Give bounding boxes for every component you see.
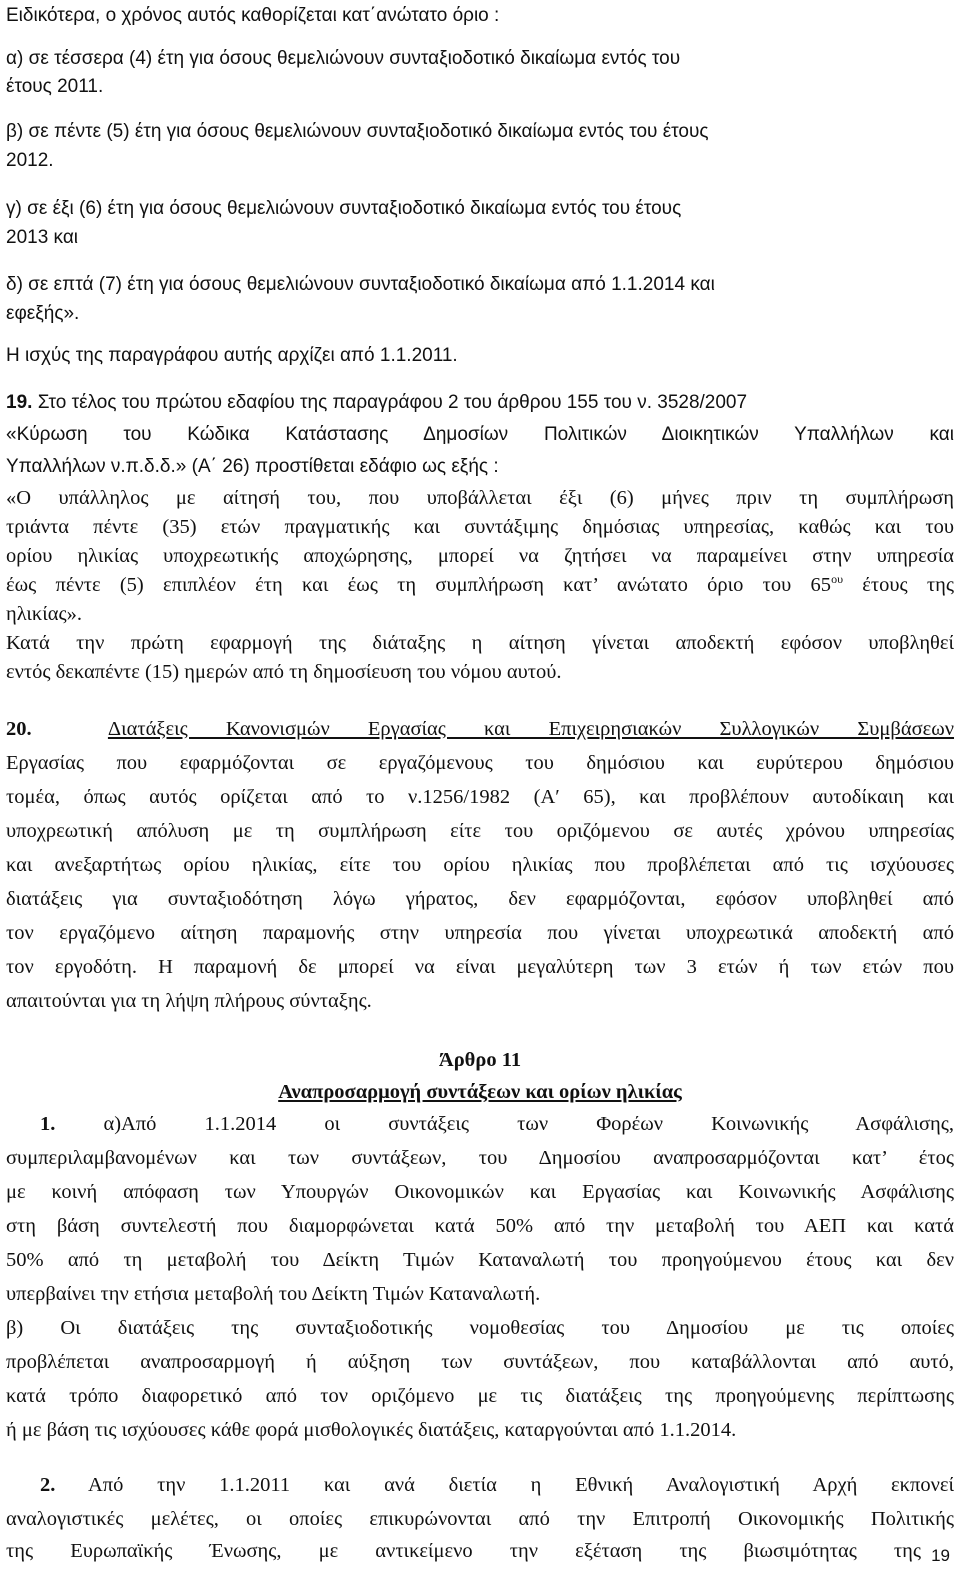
para19-line-3: Υπαλλήλων ν.π.δ.δ.» (Α΄ 26) προστίθεται εδάφιο ως εξής : xyxy=(6,456,499,477)
para20-line-4: υποχρεωτική απόλυση με τη συμπλήρωση είτε του οριζόμενου σε αυτές χρόνου υπηρεσίας xyxy=(6,820,954,842)
para19-line-7-end: έτους της xyxy=(843,574,954,596)
article-p2-line-3: της Ευρωπαϊκής Ένωσης, με αντικείμενο την εξέταση της βιωσιμότητας της xyxy=(6,1540,921,1562)
article-p1-line-6: υπερβαίνει την ετήσια μεταβολή του Δείκτη Τιμών Καταναλωτή. xyxy=(6,1283,541,1305)
article-p1-line-5: 50% από τη μεταβολή του Δείκτη Τιμών Καταναλωτή του προηγούμενου έτους και δεν xyxy=(6,1249,954,1271)
item-b-line: β) σε πέντε (5) έτη για όσους θεμελιώνουν συνταξιοδοτικό δικαίωμα εντός του έτους xyxy=(6,121,709,142)
article-p1-line-3: με κοινή απόφαση των Υπουργών Οικονομικών και Εργασίας και Κοινωνικής Ασφάλισης xyxy=(6,1181,954,1203)
para19-line-6: ορίου ηλικίας υποχρεωτικής αποχώρησης, μπορεί να ζητήσει να παραμείνει στην υπηρεσία xyxy=(6,545,954,567)
article-p1b-line-3: κατά τρόπο διαφορετικό από τον οριζόμενο με τις διατάξεις της προηγούμενης περίπτωσης xyxy=(6,1385,954,1407)
article-p1-text: α)Από 1.1.2014 οι συντάξεις των Φορέων Κοινωνικής Ασφάλισης, xyxy=(55,1113,954,1135)
para20-line-9: απαιτούνται για τη λήψη πλήρους σύνταξης. xyxy=(6,990,372,1012)
item-d-line-2: εφεξής». xyxy=(6,303,80,324)
para19-text: Στο τέλος του πρώτου εδαφίου της παραγράφου 2 του άρθρου 155 του ν. 3528/2007 xyxy=(32,392,748,413)
item-c-line: γ) σε έξι (6) έτη για όσους θεμελιώνουν συνταξιοδοτικό δικαίωμα εντός του έτους xyxy=(6,198,682,219)
para19-line-9: Κατά την πρώτη εφαρμογή της διάταξης η αίτηση γίνεται αποδεκτή εφόσον υποβληθεί xyxy=(6,632,954,654)
article-p1-line-1 xyxy=(40,1113,954,1136)
article-p2-line-1 xyxy=(40,1474,954,1497)
item-a-line-2: έτους 2011. xyxy=(6,76,104,97)
para19-line-7 xyxy=(6,574,954,597)
item-c-line-2: 2013 και xyxy=(6,227,79,248)
article-p1-line-2: συμπεριλαμβανομένων και των συντάξεων, του Δημοσίου αναπροσαρμόζονται κατ’ έτος xyxy=(6,1147,954,1169)
para19-line-4: «Ο υπάλληλος με αίτησή του, που υποβάλλεται έξι (6) μήνες πριν τη συμπλήρωση xyxy=(6,487,954,509)
article-subheading: Αναπροσαρμογή συντάξεων και ορίων ηλικίας xyxy=(278,1081,682,1103)
para19-number: 19. xyxy=(6,392,33,413)
article-p1b-line-2: προβλέπεται αναπροσαρμογή ή αύξηση των συντάξεων, που καταβάλλονται από αυτό, xyxy=(6,1351,954,1373)
article-p2-line-2: αναλογιστικές μελέτες, οι οποίες επικυρώνονται από την Επιτροπή Οικονομικής Πολιτικής xyxy=(6,1508,954,1530)
ordinal-superscript: ου xyxy=(831,572,844,587)
para20-line-2: Εργασίας που εφαρμόζονται σε εργαζόμενους του δημόσιου και ευρύτερου δημόσιου xyxy=(6,752,954,774)
article-p2-text: Από την 1.1.2011 και ανά διετία η Εθνική Αναλογιστική Αρχή εκπονεί xyxy=(55,1474,954,1496)
intro-text: Ειδικότερα, ο χρόνος αυτός καθορίζεται κατ΄ανώτατο όριο : xyxy=(6,5,500,26)
para20-line-1 xyxy=(6,718,954,741)
para20-line-6: διατάξεις για συνταξιοδότηση λόγω γήρατος, δεν εφαρμόζονται, εφόσον υποβληθεί από xyxy=(6,888,954,910)
para20-line-8: τον εργοδότη. Η παραμονή δε μπορεί να είναι μεγαλύτερη των 3 ετών ή των ετών που xyxy=(6,956,954,978)
item-d-line: δ) σε επτά (7) έτη για όσους θεμελιώνουν συνταξιοδοτικό δικαίωμα από 1.1.2014 και xyxy=(6,274,715,295)
item-b-line-2: 2012. xyxy=(6,150,54,171)
para20-line-5: και ανεξαρτήτως ορίου ηλικίας, είτε του ορίου ηλικίας που προβλέπεται από τις ισχύουσες xyxy=(6,854,954,876)
para19-line-5: τριάντα πέντε (35) ετών πραγματικής και συντάξιμης δημόσιας υπηρεσίας, καθώς και του xyxy=(6,516,954,538)
article-p1b-line-1: β) Οι διατάξεις της συνταξιοδοτικής νομοθεσίας του Δημοσίου με τις οποίες xyxy=(6,1317,954,1339)
article-p1-number: 1. xyxy=(40,1113,56,1135)
para20-line-3: τομέα, όπως αυτός ορίζεται από το ν.1256/1982 (Α′ 65), και προβλέπουν αυτοδίκαιη και xyxy=(6,786,954,808)
article-p1-line-4: στη βάση συντελεστή που διαμορφώνεται κατά 50% από την μεταβολή του ΑΕΠ και κατά xyxy=(6,1215,954,1237)
para19-line-8: ηλικίας». xyxy=(6,603,83,625)
para19-line-1 xyxy=(6,392,747,414)
para20-number: 20. xyxy=(6,718,32,740)
validity-text: Η ισχύς της παραγράφου αυτής αρχίζει από 1.1.2011. xyxy=(6,345,458,366)
para19-line-10: εντός δεκαπέντε (15) ημερών από τη δημοσίευση του νόμου αυτού. xyxy=(6,661,562,683)
page-number: 19 xyxy=(931,1546,950,1565)
para20-line-7: τον εργαζόμενο αίτηση παραμονής στην υπηρεσία που γίνεται υποχρεωτικά αποδεκτή από xyxy=(6,922,954,944)
para20-title: Διατάξεις Κανονισμών Εργασίας και Επιχειρησιακών Συλλογικών Συμβάσεων xyxy=(107,718,955,740)
item-a-line: α) σε τέσσερα (4) έτη για όσους θεμελιώνουν συνταξιοδοτικό δικαίωμα εντός του xyxy=(6,48,681,69)
article-heading: Άρθρο 11 xyxy=(438,1049,522,1071)
article-p2-number: 2. xyxy=(40,1474,56,1496)
para19-line-2: «Κύρωση του Κώδικα Κατάστασης Δημοσίων Πολιτικών Διοικητικών Υπαλλήλων και xyxy=(6,424,954,445)
article-p1b-line-4: ή με βάση τις ισχύουσες κάθε φορά μισθολογικές διατάξεις, καταργούνται από 1.1.2014. xyxy=(6,1419,737,1441)
para19-line-7-text: έως πέντε (5) επιπλέον έτη και έως τη συμπλήρωση κατ’ ανώτατο όριο του 65 xyxy=(6,574,832,596)
